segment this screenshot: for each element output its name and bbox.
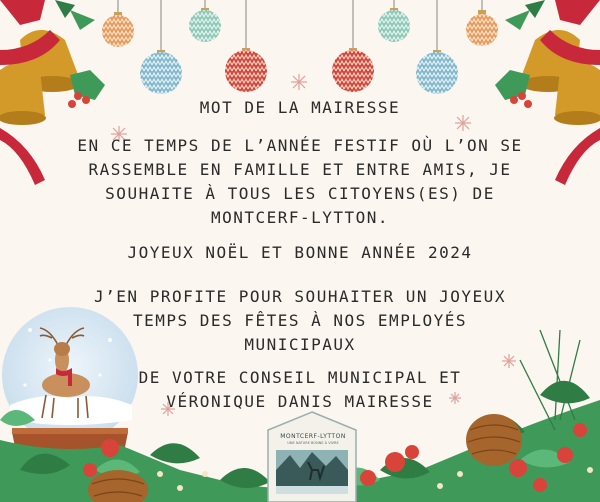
text-line: MONTCERF-LYTTON.	[210, 208, 390, 227]
text-line: DE VOTRE CONSEIL MUNICIPAL ET	[138, 368, 462, 387]
card-title: MOT DE LA MAIRESSE	[199, 98, 401, 117]
text-line: SOUHAITE À TOUS LES CITOYENS(ES) DE	[105, 184, 495, 203]
bauble-icon	[466, 10, 498, 46]
bauble-icon	[225, 48, 267, 92]
bauble-icon	[102, 12, 134, 47]
bauble-icon	[416, 50, 458, 94]
municipal-logo	[268, 412, 356, 502]
text-line: JOYEUX NOËL ET BONNE ANNÉE 2024	[127, 243, 473, 262]
greeting-paragraph	[0, 134, 600, 230]
text-line: J’EN PROFITE POUR SOUHAITER UN JOYEUX	[94, 287, 506, 306]
employees-paragraph	[0, 285, 600, 357]
bauble-icon	[140, 50, 182, 94]
logo-name: MONTCERF-LYTTON	[280, 433, 346, 440]
bauble-icon	[332, 48, 374, 92]
logo-tagline: UNE NATURE BONNE À VIVRE	[287, 441, 339, 445]
text-line: VÉRONIQUE DANIS MAIRESSE	[166, 392, 434, 411]
signature-paragraph	[0, 366, 600, 414]
bauble-icon	[378, 8, 410, 42]
text-line: EN CE TEMPS DE L’ANNÉE FESTIF OÙ L’ON SE	[77, 136, 523, 155]
text-line: TEMPS DES FÊTES À NOS EMPLOYÉS	[133, 311, 467, 330]
text-line: MUNICIPAUX	[244, 335, 356, 354]
bauble-icon	[189, 8, 221, 42]
wishes-paragraph	[0, 241, 600, 265]
text-line: RASSEMBLE EN FAMILLE ET ENTRE AMIS, JE	[88, 160, 512, 179]
